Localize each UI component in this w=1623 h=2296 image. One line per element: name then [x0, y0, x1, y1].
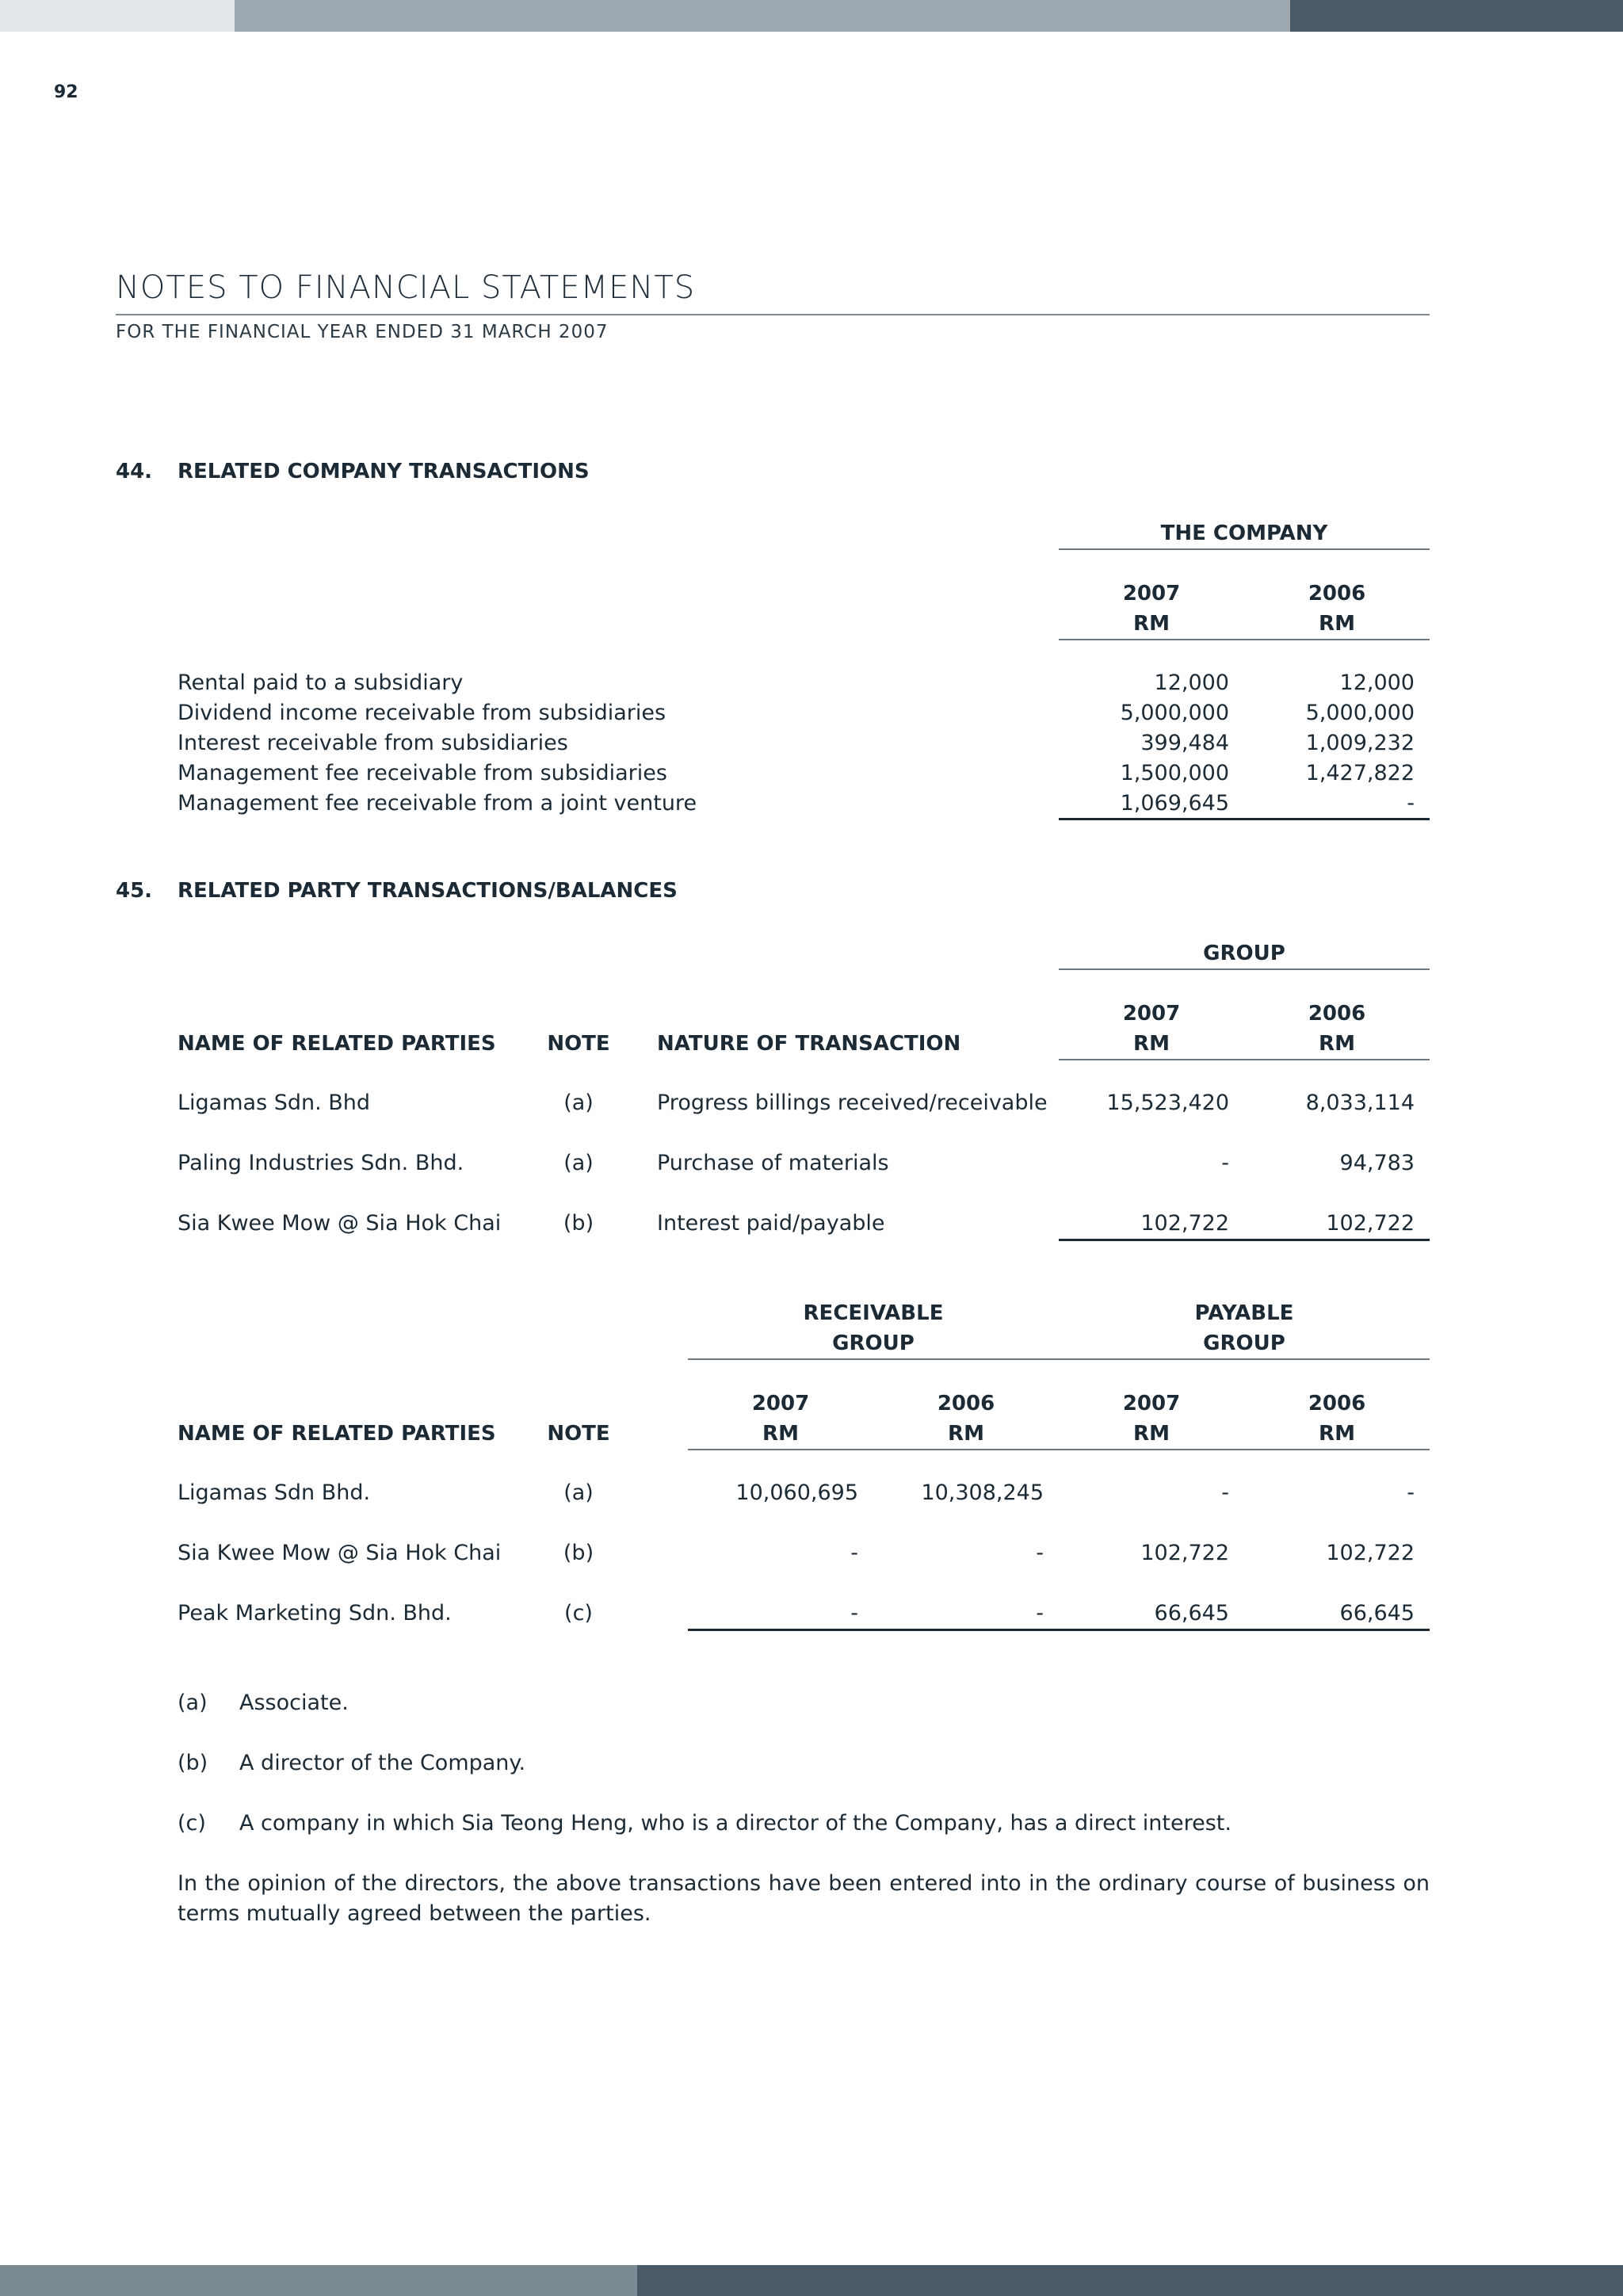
s45-t2-payable-group: GROUP	[1203, 1331, 1285, 1355]
s45-t2-pay-2007: 66,645	[1154, 1601, 1229, 1626]
s45-t2-pay-2007: -	[1221, 1480, 1229, 1505]
s45-t2-pay-2006: -	[1407, 1480, 1415, 1505]
s44-col-2007	[1059, 668, 1229, 819]
title-divider	[116, 314, 1430, 315]
s45-t1-year-2006: 2006	[1308, 1002, 1366, 1026]
section-45-title: RELATED PARTY TRANSACTIONS/BALANCES	[178, 879, 678, 903]
s45-t1-row-nature: Interest paid/payable	[657, 1211, 885, 1236]
s45-t2-total-rule	[688, 1629, 1430, 1631]
section-44-title: RELATED COMPANY TRANSACTIONS	[178, 460, 590, 483]
s44-value-2007: 1,069,645	[1120, 791, 1229, 816]
s45-t2-rec-2006: -	[1036, 1541, 1044, 1565]
s45-t1-col-nature: NATURE OF TRANSACTION	[657, 1032, 961, 1056]
s45-t2-row-name: Sia Kwee Mow @ Sia Hok Chai	[178, 1541, 502, 1565]
s45-t1-unit-2006: RM	[1319, 1032, 1355, 1056]
s44-value-2007: 12,000	[1154, 670, 1229, 695]
s44-value-2007: 5,000,000	[1120, 701, 1229, 725]
s45-t1-row-nature: Purchase of materials	[657, 1151, 889, 1175]
s45-t1-row-nature: Progress billings received/receivable	[657, 1091, 1048, 1115]
s45-t2-row-name: Peak Marketing Sdn. Bhd.	[178, 1601, 452, 1626]
s45-t2-receivable-group: GROUP	[832, 1331, 915, 1355]
s44-year-2007: 2007	[1122, 582, 1181, 606]
s45-t2-rec-2007: -	[850, 1601, 858, 1626]
note-mark: (a)	[178, 1690, 208, 1715]
s45-t2-col-note: NOTE	[547, 1422, 610, 1446]
s44-row-label: Interest receivable from subsidiaries	[178, 731, 568, 755]
s45-t2-group-rule	[688, 1358, 1430, 1360]
s44-year-2006: 2006	[1308, 582, 1366, 606]
s45-t1-row-name: Sia Kwee Mow @ Sia Hok Chai	[178, 1211, 502, 1236]
bottom-bar-dark	[637, 2265, 1623, 2296]
s45-t2-payable-header: PAYABLE	[1194, 1301, 1294, 1325]
s45-t1-row-note: (a)	[563, 1151, 594, 1175]
note-mark: (c)	[178, 1811, 206, 1836]
s45-t2-pay-2007: 102,722	[1140, 1541, 1229, 1565]
s44-value-2006: 12,000	[1339, 670, 1415, 695]
s45-t2-rec-year-2006: 2006	[937, 1392, 995, 1415]
s45-t2-row-note: (b)	[563, 1541, 594, 1565]
s45-t1-value-2006: 102,722	[1326, 1211, 1415, 1236]
s45-t1-row-note: (b)	[563, 1211, 594, 1236]
s45-t1-col-note: NOTE	[547, 1032, 610, 1056]
s45-t1-row-note: (a)	[563, 1091, 594, 1115]
s45-t2-pay-year-2006: 2006	[1308, 1392, 1366, 1415]
top-bar-mid	[235, 0, 1290, 32]
s45-t2-rec-2006: 10,308,245	[921, 1480, 1044, 1505]
s44-unit-2007: RM	[1133, 612, 1170, 636]
s45-t2-pay-year-2007: 2007	[1122, 1392, 1181, 1415]
s44-value-2006: 1,427,822	[1305, 761, 1415, 785]
top-bar-light	[0, 0, 235, 32]
s45-t1-value-2006: 8,033,114	[1305, 1091, 1415, 1115]
s45-t1-total-rule	[1059, 1239, 1430, 1241]
note-text: Associate.	[239, 1690, 349, 1715]
closing-paragraph: In the opinion of the directors, the above transactions have been entered into in the ordinary course of business on terms mutually agreed between the parties.	[178, 1871, 1430, 1926]
s45-t1-value-2006: 94,783	[1339, 1151, 1415, 1175]
s45-t1-group-header: GROUP	[1203, 942, 1285, 965]
s44-value-2007: 399,484	[1140, 731, 1229, 755]
s45-t2-receivable-header: RECEIVABLE	[803, 1301, 944, 1325]
s45-t2-header-rule	[688, 1449, 1430, 1450]
s45-t1-col-name: NAME OF RELATED PARTIES	[178, 1032, 496, 1056]
s45-t2-row-note: (c)	[564, 1601, 593, 1626]
s44-unit-2006: RM	[1319, 612, 1355, 636]
s44-value-2006: 5,000,000	[1305, 701, 1415, 725]
s44-header-rule	[1059, 639, 1430, 640]
s45-t2-pay-2006: 66,645	[1339, 1601, 1415, 1626]
s45-t2-rec-2007: -	[850, 1541, 858, 1565]
section-45-number: 45.	[116, 879, 153, 903]
s44-col-2006	[1244, 668, 1415, 819]
s44-row-label: Rental paid to a subsidiary	[178, 670, 464, 695]
s45-t2-unit: RM	[1319, 1422, 1355, 1446]
s45-t2-unit: RM	[1133, 1422, 1170, 1446]
s45-t2-col-name: NAME OF RELATED PARTIES	[178, 1422, 496, 1446]
s44-row-label: Management fee receivable from a joint venture	[178, 791, 697, 816]
s45-t2-rec-2007: 10,060,695	[735, 1480, 858, 1505]
s45-t1-header-rule	[1059, 1059, 1430, 1060]
s44-total-rule	[1059, 818, 1430, 820]
page-title: NOTES TO FINANCIAL STATEMENTS	[116, 269, 696, 306]
top-bar-dark	[1290, 0, 1623, 32]
s44-value-2007: 1,500,000	[1120, 761, 1229, 785]
s45-t1-value-2007: 15,523,420	[1106, 1091, 1229, 1115]
s45-t1-group-rule	[1059, 968, 1430, 970]
s45-t2-row-note: (a)	[563, 1480, 594, 1505]
s44-row-label: Management fee receivable from subsidiaries	[178, 761, 667, 785]
s45-t2-unit: RM	[762, 1422, 799, 1446]
s45-t2-row-name: Ligamas Sdn Bhd.	[178, 1480, 371, 1505]
s45-t2-unit: RM	[948, 1422, 984, 1446]
note-text: A director of the Company.	[239, 1751, 526, 1775]
note-text: A company in which Sia Teong Heng, who is a director of the Company, has a direct interest.	[239, 1811, 1232, 1836]
page-subtitle: FOR THE FINANCIAL YEAR ENDED 31 MARCH 2007	[116, 322, 609, 342]
s45-t1-unit-2007: RM	[1133, 1032, 1170, 1056]
s45-t2-rec-2006: -	[1036, 1601, 1044, 1626]
s44-group-header: THE COMPANY	[1160, 521, 1328, 545]
section-44-number: 44.	[116, 460, 153, 483]
s44-labels	[178, 668, 697, 819]
s44-group-rule	[1059, 548, 1430, 550]
s45-t2-pay-2006: 102,722	[1326, 1541, 1415, 1565]
s45-t1-value-2007: -	[1221, 1151, 1229, 1175]
s45-t1-row-name: Ligamas Sdn. Bhd	[178, 1091, 371, 1115]
page-number: 92	[54, 82, 78, 102]
s45-t2-rec-year-2007: 2007	[751, 1392, 810, 1415]
note-mark: (b)	[178, 1751, 208, 1775]
s45-t1-row-name: Paling Industries Sdn. Bhd.	[178, 1151, 464, 1175]
bottom-bar-mid	[0, 2265, 637, 2296]
s44-row-label: Dividend income receivable from subsidiaries	[178, 701, 666, 725]
s44-value-2006: -	[1407, 791, 1415, 816]
s45-t1-year-2007: 2007	[1122, 1002, 1181, 1026]
s44-value-2006: 1,009,232	[1305, 731, 1415, 755]
s45-t1-value-2007: 102,722	[1140, 1211, 1229, 1236]
